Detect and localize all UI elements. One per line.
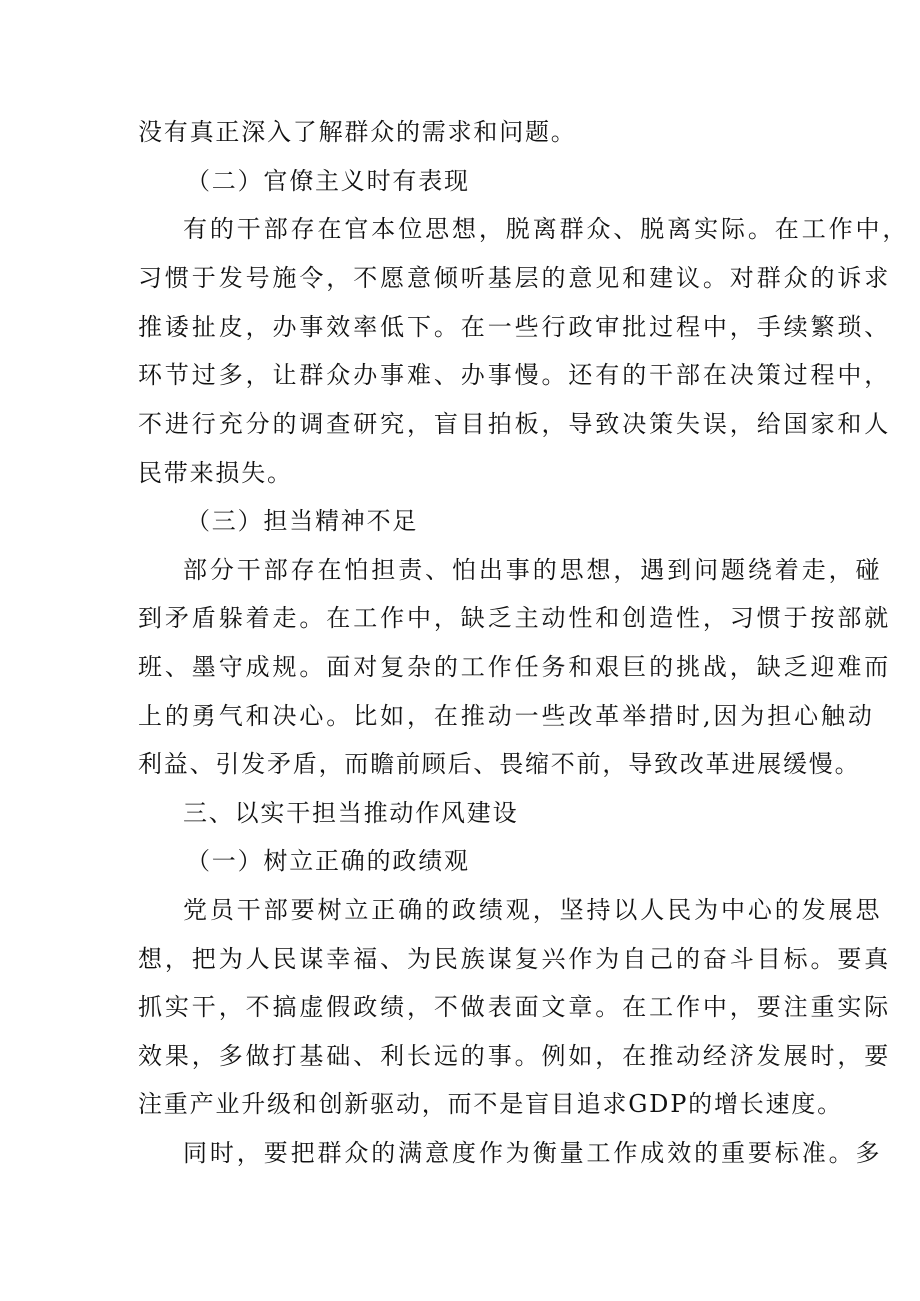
text-line: 利益、引发矛盾，而瞻前顾后、畏缩不前，导致改革进展缓慢。: [138, 750, 861, 778]
text-line: 部分干部存在怕担责、怕出事的思想，遇到问题绕着走，碰: [183, 556, 883, 584]
text-line: 上的勇气和决心。比如，在推动一些改革举措时,因为担心触动: [138, 702, 875, 730]
text-line: 到矛盾躲着走。在工作中，缺乏主动性和创造性，习惯于按部就: [138, 604, 892, 632]
text-line: 想，把为人民谋幸福、为民族谋复兴作为自己的奋斗目标。要真: [138, 945, 892, 973]
section-heading: （二）官僚主义时有表现: [186, 167, 470, 195]
text-line: 党员干部要树立正确的政绩观，坚持以人民为中心的发展思: [183, 896, 883, 924]
section-heading: （三）担当精神不足: [186, 507, 419, 535]
text-line: 民带来损失。: [138, 459, 293, 487]
text-line: 效果，多做打基础、利长远的事。例如，在推动经济发展时，要: [138, 1042, 892, 1070]
text-line: 不进行充分的调查研究，盲目拍板，导致决策失误，给国家和人: [138, 410, 892, 438]
section-heading: （一）树立正确的政绩观: [186, 847, 470, 875]
text-line: 抓实干，不搞虚假政绩，不做表面文章。在工作中，要注重实际: [138, 993, 892, 1021]
text-line: 没有真正深入了解群众的需求和问题。: [138, 118, 577, 146]
text-line: 同时，要把群众的满意度作为衡量工作成效的重要标准。多: [183, 1139, 883, 1167]
text-line: 班、墨守成规。面对复杂的工作任务和艰巨的挑战，缺乏迎难而: [138, 653, 892, 681]
text-line: 环节过多，让群众办事难、办事慢。还有的干部在决策过程中，: [138, 361, 892, 389]
chapter-heading: 三、以实干担当推动作风建设: [183, 799, 519, 827]
text-line: 习惯于发号施令，不愿意倾听基层的意见和建议。对群众的诉求: [138, 264, 892, 292]
text-line: 推诿扯皮，办事效率低下。在一些行政审批过程中，手续繁琐、: [138, 313, 892, 341]
text-line: 注重产业升级和创新驱动，而不是盲目追求GDP的增长速度。: [138, 1090, 843, 1118]
text-line: 有的干部存在官本位思想，脱离群众、脱离实际。在工作中，: [183, 215, 910, 243]
